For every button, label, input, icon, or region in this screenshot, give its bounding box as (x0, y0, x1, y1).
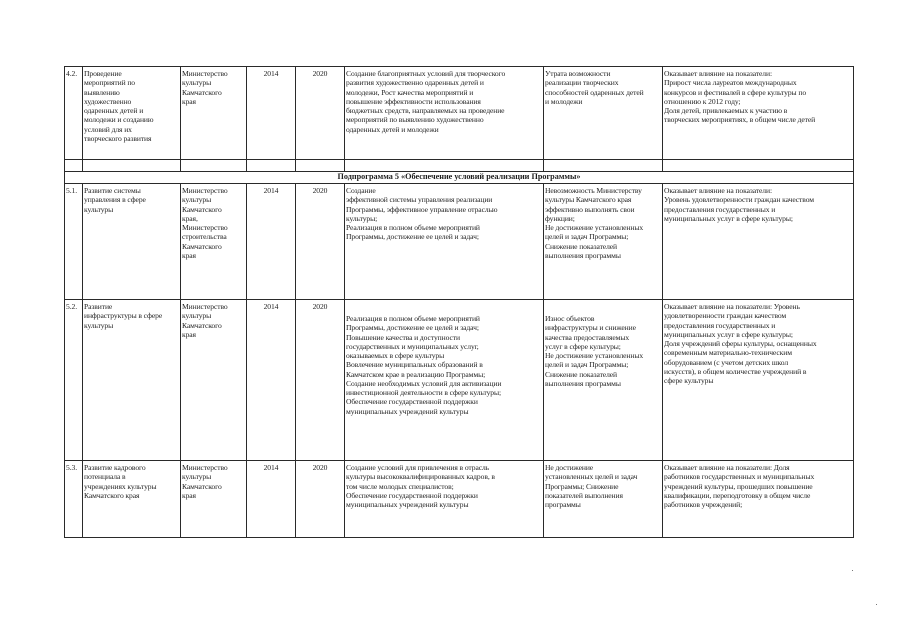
column-divider (662, 66, 663, 171)
start-year: 2014 (263, 69, 279, 78)
measure-name: Развитие кадрового потенциала в учреждениях культуры Камчатского края (84, 463, 157, 500)
start-year: 2014 (263, 302, 279, 311)
related-indicators: Оказывает влияние на показатели: Доля работников государственных и муниципальных учреждений культуры, прошедших повышение квалификации, переподготовку в общем числе работников учреждений; (664, 463, 815, 509)
non-implementation-consequence: Износ объектов инфраструктуры и снижение качества предоставляемых услуг в сфере культуры; Не достижение установленных целей и задач Программы; Снижение показателей выполнения программы (545, 314, 644, 388)
row-divider (64, 159, 854, 160)
non-implementation-consequence: Невозможность Министерству культуры Камчатского края эффективно выполнять свои функции; Не достижение установленных целей и задач Программы; Снижение показателей выполнения программы (545, 186, 644, 260)
related-indicators: Оказывает влияние на показатели: Уровень удовлетворенности граждан качеством предоставления государственных и муниципальных услуг в сфере культуры; (664, 186, 814, 223)
end-year: 2020 (312, 463, 328, 472)
expected-result: Создание условий для привлечения в отрасль культуры высококвалифицированных кадров, в том числе молодых специалистов; Обеспечение государственной поддержки муниципальных учреждений культуры (346, 463, 495, 509)
related-indicators: Оказывает влияние на показатели: Прирост числа лауреатов международных конкурсов и фестивалей в сфере культуры по отношению к 2012 году; Доля детей, привлекаемых к участию в творческих мероприятиях, в общем числе детей (664, 69, 816, 125)
row-number: 4.2. (66, 69, 77, 78)
start-year: 2014 (263, 463, 279, 472)
column-divider (246, 183, 247, 538)
non-implementation-consequence: Утрата возможности реализации творческих способностей одаренных детей и молодежи (545, 69, 644, 106)
measure-name: Проведение мероприятий по выявлению художественно одаренных детей и молодежи и созданию условий для их творческого развития (84, 69, 154, 143)
column-divider (344, 183, 345, 538)
table-border-left (64, 66, 65, 538)
column-divider (82, 183, 83, 538)
column-divider (246, 66, 247, 171)
end-year: 2020 (312, 302, 328, 311)
end-year: 2020 (312, 69, 328, 78)
column-divider (82, 66, 83, 171)
column-divider (344, 66, 345, 171)
expected-result: Создание эффективной системы управления реализации Программы, эффективное управление отраслью культуры; Реализация в полном объеме мероприятий Программы, достижение ее целей и задач; (346, 186, 498, 242)
column-divider (543, 183, 544, 538)
subprogram-heading: Подпрограмма 5 «Обеспечение условий реализации Программы» (337, 172, 581, 181)
column-divider (295, 183, 296, 538)
responsible-executor: Министерство культуры Камчатского края (182, 302, 228, 339)
expected-result: Создание благоприятных условий для творческого развития художественно одаренных детей и молодежи, Рост качества мероприятий и повышение эффективности использования бюджетных средств, направляемых на проведение мероприятий по выявлению художественно одаренных детей и молодежи (346, 69, 506, 134)
non-implementation-consequence: Не достижение установленных целей и задач Программы; Снижение показателей выполнения программы (545, 463, 638, 509)
row-number: 5.3. (66, 463, 77, 472)
column-divider (662, 183, 663, 538)
measure-name: Развитие системы управления в сфере культуры (84, 186, 146, 214)
start-year: 2014 (263, 186, 279, 195)
program-table (64, 66, 854, 538)
responsible-executor: Министерство культуры Камчатского края (182, 69, 228, 106)
column-divider (180, 183, 181, 538)
responsible-executor: Министерство культуры Камчатского края (182, 463, 228, 500)
row-divider (64, 460, 854, 461)
row-divider (64, 183, 854, 184)
table-border-bottom (64, 537, 854, 538)
table-border-top (64, 66, 854, 67)
row-number: 5.2. (66, 302, 77, 311)
column-divider (543, 66, 544, 171)
column-divider (295, 66, 296, 171)
row-number: 5.1. (66, 186, 77, 195)
column-divider (180, 66, 181, 171)
end-year: 2020 (312, 186, 328, 195)
row-divider (64, 299, 854, 300)
scan-speck (852, 570, 853, 571)
scan-speck (876, 604, 877, 605)
measure-name: Развитие инфраструктуры в сфере культуры (84, 302, 163, 330)
related-indicators: Оказывает влияние на показатели: Уровень удовлетворенности граждан качеством предоставления государственных и муниципальных услуг в сфере культуры; Доля учреждений сферы культуры, оснащенных современным материально-техническим оборудованием (с учетом детских школ искусств), в общем количестве учреждений в сфере культуры (664, 302, 817, 385)
table-border-right (853, 66, 854, 538)
expected-result: Реализация в полном объеме мероприятий Программы, достижение ее целей и задач; Повышение качества и доступности государственных и муниципальных услуг, оказываемых в сфере культуры Вовлечение муниципальных образований в Камчатском крае в реализацию Программы; Создание необходимых условий для активизации инвестиционной деятельности в сфере культуры; Обеспечение государственной поддержки муниципальных учреждений культуры (346, 314, 502, 416)
responsible-executor: Министерство культуры Камчатского края, Министерство строительства Камчатского края (182, 186, 228, 260)
